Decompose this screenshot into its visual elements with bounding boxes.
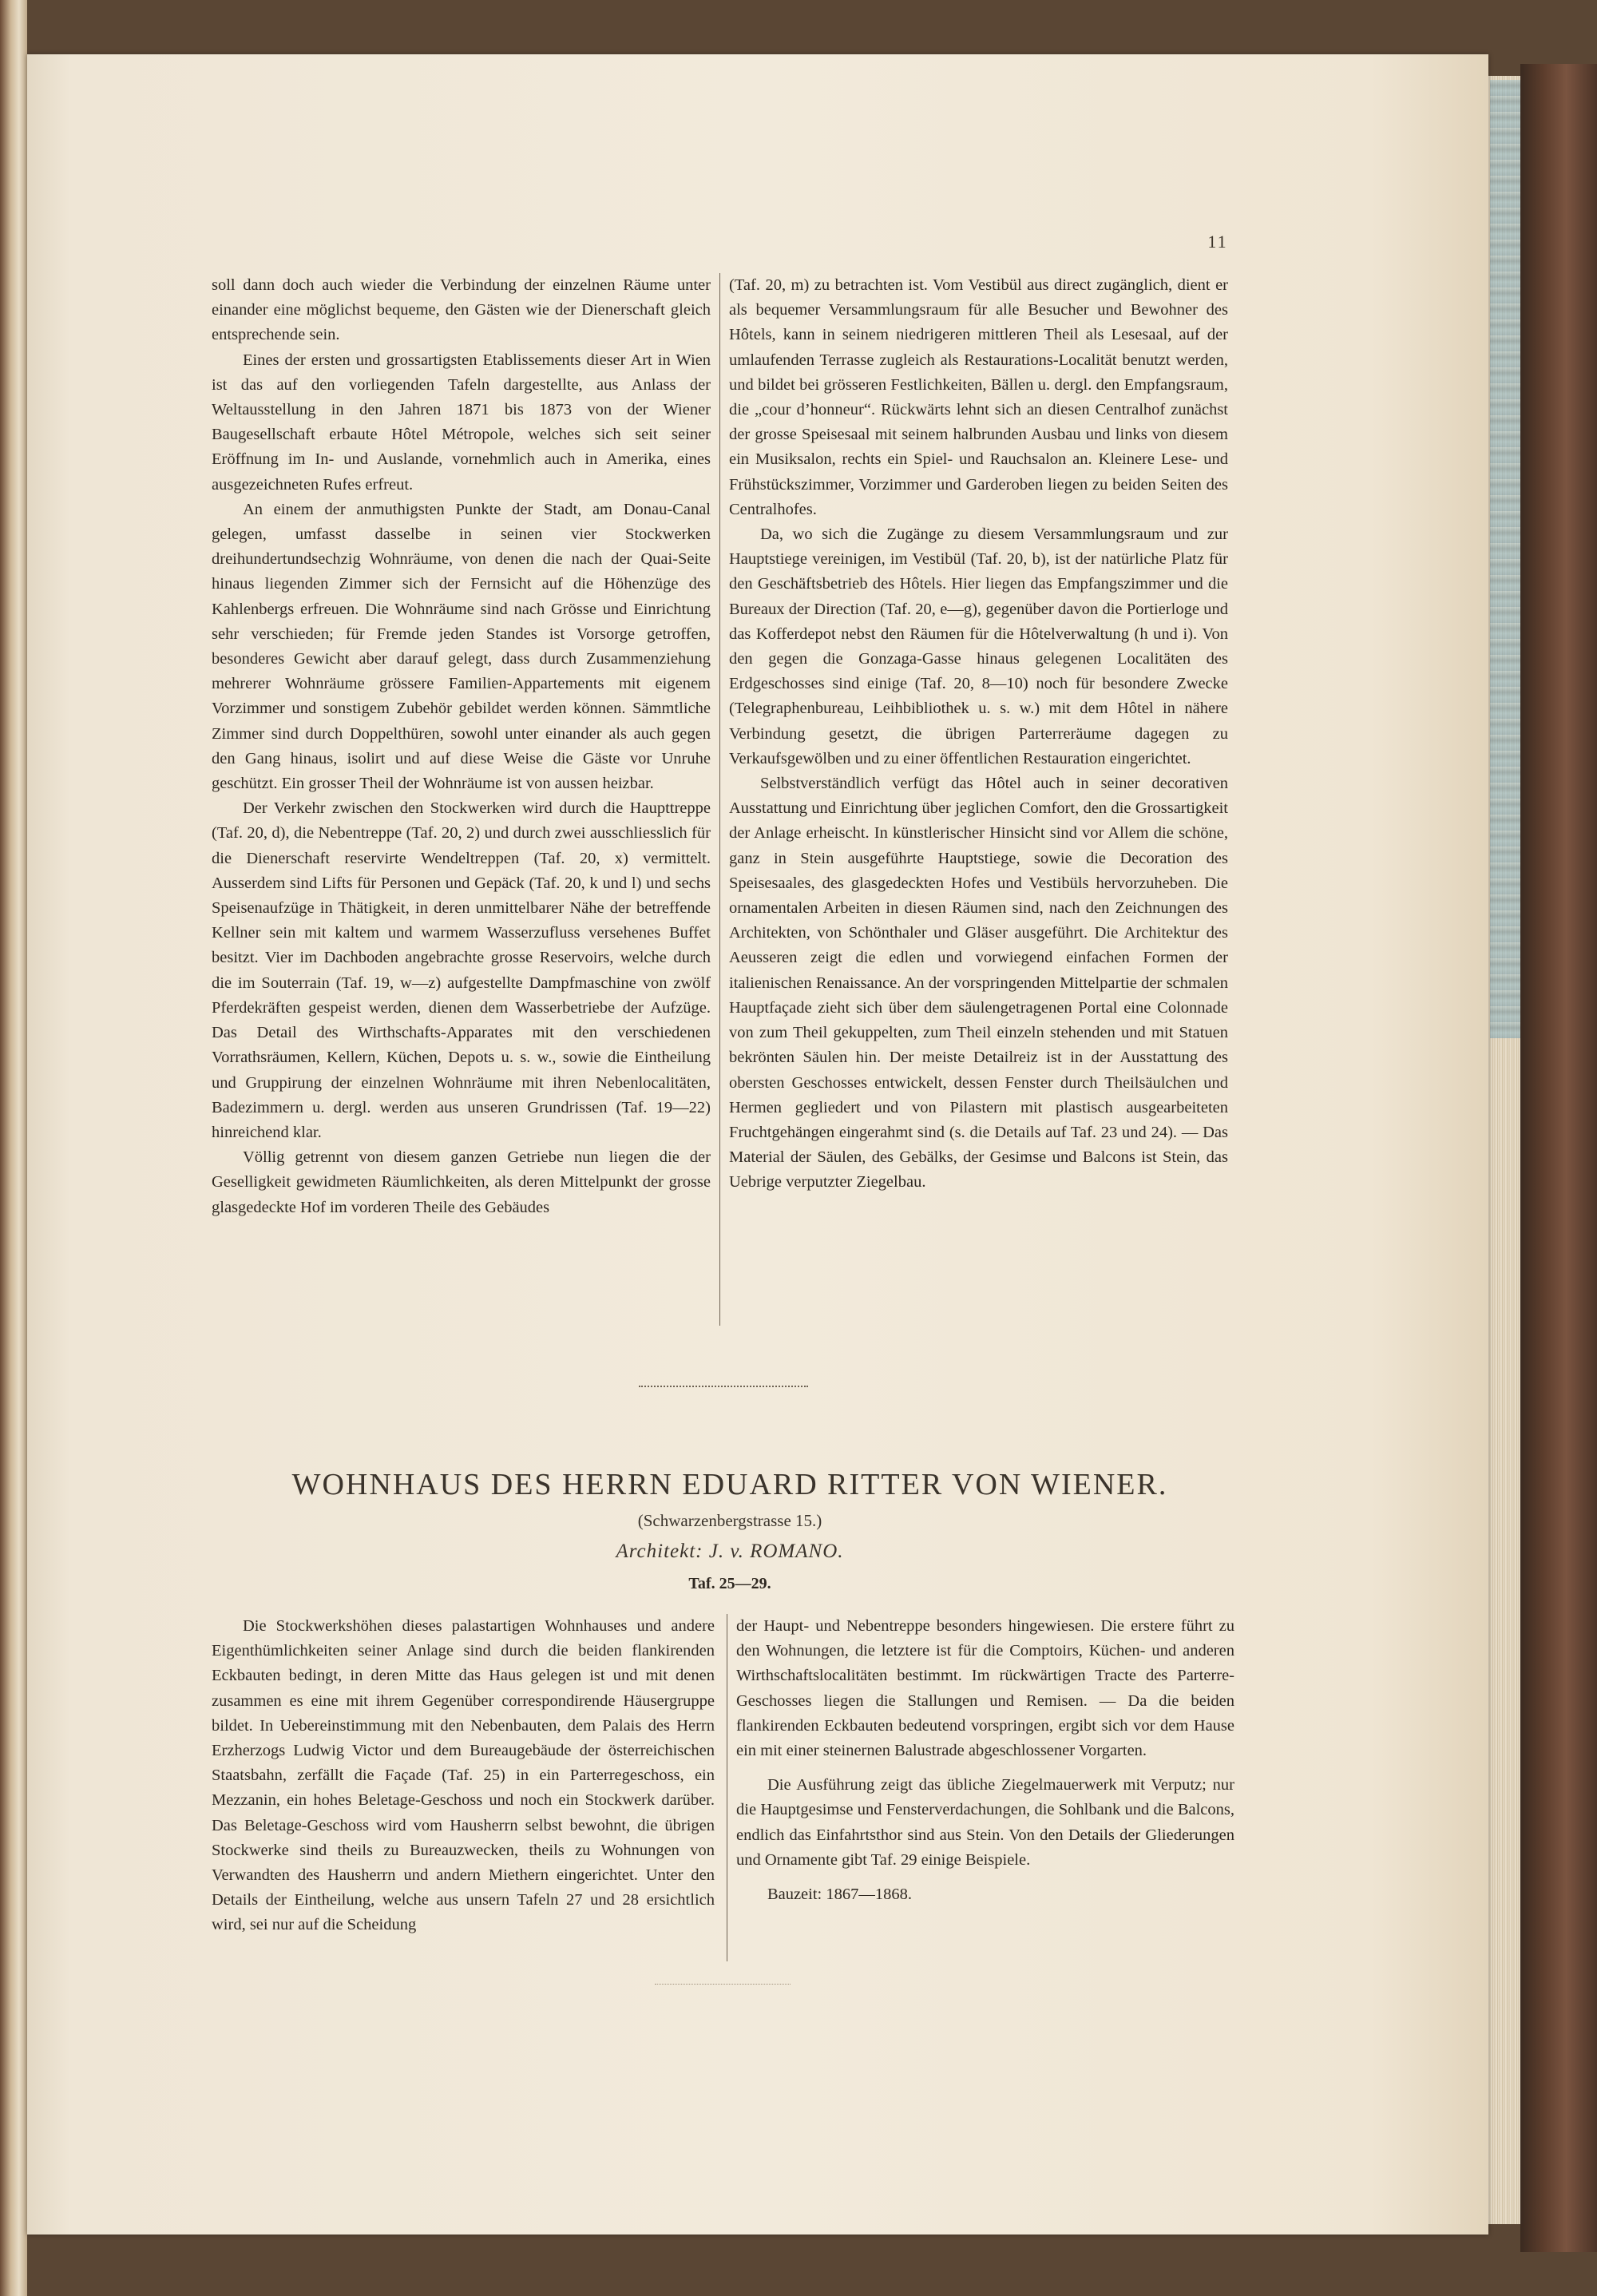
paragraph: Die Stockwerkshöhen dieses palastartigen Wohnhauses und andere Eigenthümlichkeiten seiner Anlage sind durch die beiden flankirenden Eckbauten bedingt, in deren Mitte das Haus gelegen ist und mit denen zusammen es eine mit ihrem Gegenüber correspondirende Häusergruppe bildet. In Uebereinstimmung mit den Nebenbauten, dem Palais des Herrn Erzherzogs Ludwig Victor und dem Bureaugebäude der österreichischen Staatsbahn, zerfällt die Façade (Taf. 25) in ein Parterregeschoss, ein Mezzanin, ein hohes Beletage-Geschoss und noch ein Stockwerk darüber. Das Beletage-Geschoss wird vom Hausherrn selbst bewohnt, die übrigen Stockwerke sind theils zu Bureauzwecken, theils zu Wohnungen von Verwandten des Hausherrn und andern Miethern eingerichtet. Unter den Details der Eintheilung, welche aus unsern Tafeln 27 und 28 ersichtlich wird, sei nur auf die Scheidung	[212, 1617, 715, 1934]
section-address: (Schwarzenbergstrasse 15.)	[637, 1511, 822, 1530]
bottom-right-column	[736, 1614, 1234, 1907]
section-separator	[639, 1386, 808, 1387]
paragraph: der Haupt- und Nebentreppe besonders hingewiesen. Die erstere führt zu den Wohnungen, die letztere ist für die Comptoirs, Küchen- und anderen Wirthschaftslocalitäten bestimmt. Im rückwärtigen Tracte des Parterre-Geschosses liegen die Stallungen und Remisen. — Da die beiden flankirenden Eckbauten bedeutend vorspringen, ergibt sich vor dem Hause ein mit einer steinernen Balustrade abgeschlossener Vorgarten.	[736, 1617, 1234, 1760]
construction-date: Bauzeit: 1867—1868.	[767, 1886, 912, 1904]
paragraph: soll dann doch auch wieder die Verbindung der einzelnen Räume unter einander eine möglichst bequeme, den Gästen wie der Dienerschaft gleich entsprechende sein.	[212, 276, 711, 344]
section-plates: Taf. 25—29.	[688, 1575, 771, 1592]
facing-page-edge	[0, 0, 27, 2296]
paragraph: Eines der ersten und grossartigsten Etablissements dieser Art in Wien ist das auf den vorliegenden Tafeln dargestellte, aus Anlass der Weltausstellung in den Jahren 1871 bis 1873 von der Wiener Baugesellschaft erbaute Hôtel Métropole, welches sich seit seiner Eröffnung im In- und Auslande, vornehmlich auch in Amerika, eines ausgezeichneten Rufes erfreut.	[212, 351, 711, 494]
top-right-column	[729, 273, 1228, 1196]
section-title: WOHNHAUS DES HERRN EDUARD RITTER VON WIENER.	[291, 1468, 1168, 1501]
paragraph: Die Ausführung zeigt das übliche Ziegelmauerwerk mit Verputz; nur die Hauptgesimse und Fensterverdachungen, die Sohlbank und die Balcons, endlich das Einfahrtsthor sind aus Stein. Von den Details der Gliederungen und Ornamente gibt Taf. 29 einige Beispiele.	[736, 1776, 1234, 1869]
paragraph: Selbstverständlich verfügt das Hôtel auch in seiner decorativen Ausstattung und Einrichtung über jeglichen Comfort, den die Grossartigkeit der Anlage erheischt. In künstlerischer Hinsicht sind vor Allem die schöne, ganz in Stein ausgeführte Hauptstiege, sowie die Decoration des Speisesaales, des glasgedeckten Hofes und Vestibüls hervorzuheben. Die ornamentalen Arbeiten in diesen Räumen sind, nach den Zeichnungen des Architekten, von Schönthaler und Gläser ausgeführt. Die Architektur des Aeusseren zeigt die edlen und vorwiegend einfachen Formen der italienischen Renaissance. An der vorspringenden Mittelpartie der schmalen Hauptfaçade zieht sich über dem säulengetragenen Portal eine Colonnade von zum Theil gekuppelten, zum Theil einzeln stehenden und mit Statuen bekrönten Säulen hin. Der meiste Detailreiz ist in der Ausstattung des obersten Geschosses entwickelt, dessen Fenster durch Theilsäulchen und Hermen gegliedert und von Pilastern mit plastisch ausgearbeiteten Fruchtgehängen eingerahmt sind (s. die Details auf Taf. 23 und 24). — Das Material der Säulen, des Gebälks, der Gesimse und Balcons ist Stein, das Uebrige verputzter Ziegelbau.	[729, 775, 1228, 1192]
column-rule	[719, 273, 720, 1326]
paragraph: Völlig getrennt von diesem ganzen Getriebe nun liegen die der Geselligkeit gewidmeten Räumlichkeiten, als deren Mittelpunkt der grosse glasgedeckte Hof im vorderen Theile des Gebäudes	[212, 1148, 711, 1216]
bottom-rule	[655, 1984, 791, 1985]
book-binding	[1520, 64, 1597, 2252]
paragraph: Der Verkehr zwischen den Stockwerken wird durch die Haupttreppe (Taf. 20, d), die Nebentreppe (Taf. 20, 2) und durch zwei ausschliesslich für die Dienerschaft reservirte Wendeltreppen (Taf. 20, x) vermittelt. Ausserdem sind Lifts für Personen und Gepäck (Taf. 20, k und l) und sechs Speisenaufzüge in Thätigkeit, in deren unmittelbarer Nähe der betreffende Kellner sein mit kaltem und warmem Wasserzufluss versehenes Buffet besitzt. Vier im Dachboden angebrachte grosse Reservoirs, welche durch die im Souterrain (Taf. 19, w—z) aufgestellte Dampfmaschine von zwölf Pferdekräften gespeist werden, dienen dem Wasserbetriebe der Aufzüge. Das Detail des Wirthschafts-Apparates mit den verschiedenen Vorrathsräumen, Kellern, Küchen, Depots u. s. w., sowie die Eintheilung und Gruppirung der einzelnen Wohnräume mit ihren Nebenlocalitäten, Badezimmern u. dergl. werden aus unseren Grundrissen (Taf. 19—22) hinreichend klar.	[212, 799, 711, 1141]
paragraph: An einem der anmuthigsten Punkte der Stadt, am Donau-Canal gelegen, umfasst dasselbe in seinen vier Stockwerken dreihundertundsechzig Wohnräume, von denen die nach der Quai-Seite hinaus liegenden Zimmer sich der Fernsicht auf die Höhenzüge des Kahlenbergs erfreuen. Die Wohnräume sind nach Grösse und Einrichtung sehr verschieden; für Fremde jeden Standes ist Vorsorge getroffen, besonderes Gewicht aber darauf gelegt, dass durch Zusammenziehung mehrerer Wohnräume grössere Familien-Appartements mit eigenem Vorzimmer und sonstigem Zubehör gebildet werden können. Sämmtliche Zimmer sind durch Doppelthüren, sowohl unter einander als auch gegen den Gang hinaus, isolirt und auf diese Weise die Gäste vor Unruhe geschützt. Ein grosser Theil der Wohnräume ist von aussen heizbar.	[212, 500, 711, 793]
page-number: 11	[1207, 232, 1228, 252]
bottom-left-column	[212, 1614, 715, 1938]
marbled-edge	[1490, 80, 1520, 1038]
section-architect: Architekt: J. v. ROMANO.	[616, 1541, 844, 1562]
top-left-column	[212, 273, 711, 1220]
paragraph: (Taf. 20, m) zu betrachten ist. Vom Vestibül aus direct zugänglich, dient er als bequemer Versammlungsraum für alle Besucher und Bewohner des Hôtels, kann in seinem niedrigeren mittleren Theil als Lesesaal, auf der umlaufenden Terrasse zugleich als Restaurations-Localität benutzt werden, und bildet bei grösseren Festlichkeiten, Bällen u. dergl. den Empfangsraum, die „cour d’honneur“. Rückwärts lehnt sich an diesen Centralhof zunächst der grosse Speisesaal mit seinem halbrunden Ausbau und links von diesem ein Musiksalon, rechts ein Spiel- und Rauchsalon an. Kleinere Lese- und Frühstückszimmer, Vorzimmer und Garderoben liegen zu beiden Seiten des Centralhofes.	[729, 276, 1228, 518]
paragraph: Da, wo sich die Zugänge zu diesem Versammlungsraum und zur Hauptstiege vereinigen, im Vestibül (Taf. 20, b), ist der natürliche Platz für den Geschäftsbetrieb des Hôtels. Hier liegen das Empfangszimmer und die Bureaux der Direction (Taf. 20, e—g), gegenüber davon die Portierloge und das Kofferdepot nebst den Räumen für die Hôtelverwaltung (h und i). Von den gegen die Gonzaga-Gasse hinaus gelegenen Localitäten des Erdgeschosses sind einige (Taf. 20, 8—10) noch für besondere Zwecke (Telegraphenbureau, Leihbibliothek u. s. w.) mit dem Hôtel in nähere Verbindung gesetzt, die übrigen Parterreräume dagegen zu Verkaufsgewölben und zu einer öffentlichen Restauration eingerichtet.	[729, 525, 1228, 767]
